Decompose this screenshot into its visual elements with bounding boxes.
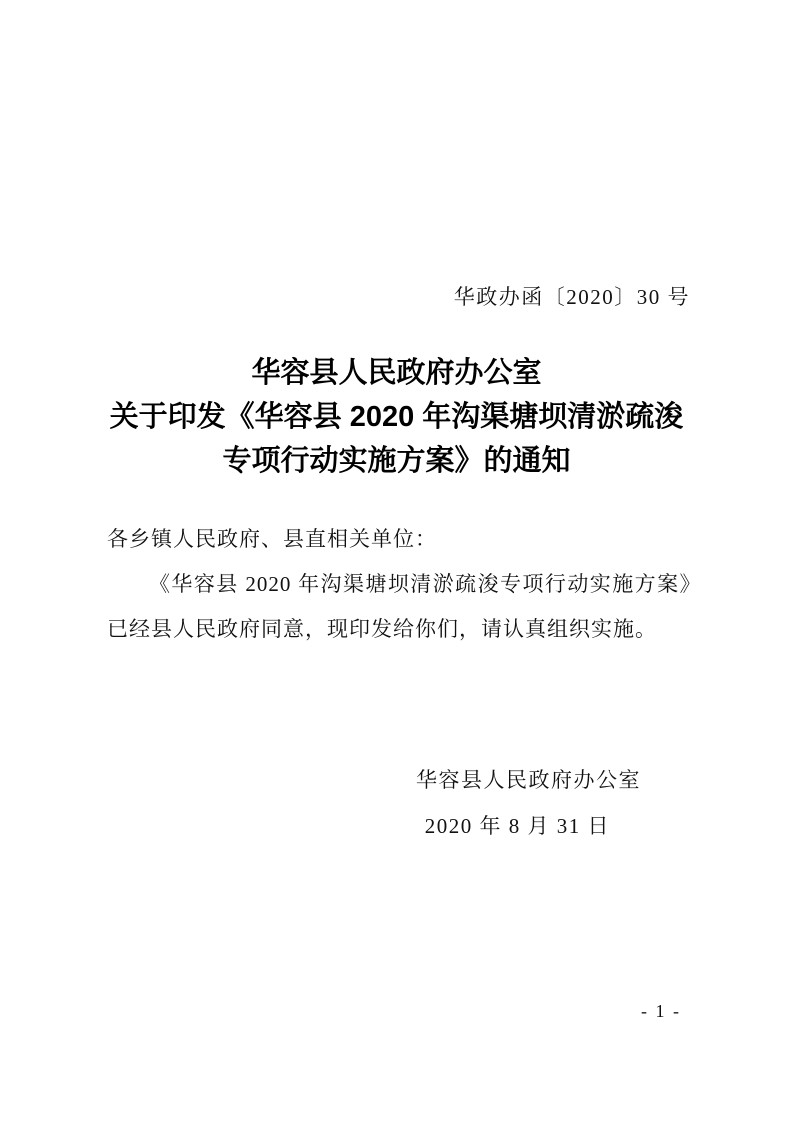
- salutation-line: 各乡镇人民政府、县直相关单位：: [107, 527, 437, 551]
- document-title-line-2: 关于印发《华容县 2020 年沟渠塘坝清淤疏浚: [109, 401, 684, 433]
- issuing-agency-signature: 华容县人民政府办公室: [416, 768, 641, 792]
- body-paragraph: 《华容县 2020 年沟渠塘坝清淤疏浚专项行动实施方案》已经县人民政府同意，现印发给你们，请认真组织实施。: [107, 572, 691, 641]
- document-body: [107, 517, 691, 652]
- page-number: - 1 -: [641, 1001, 681, 1021]
- document-title: [0, 351, 793, 483]
- document-title-line-3: 专项行动实施方案》的通知: [222, 445, 571, 477]
- document-title-line-1: 华容县人民政府办公室: [251, 357, 542, 389]
- document-reference-number: 华政办函〔2020〕30 号: [453, 285, 690, 309]
- signature-block: [0, 757, 793, 849]
- issue-date: 2020 年 8 月 31 日: [424, 814, 610, 838]
